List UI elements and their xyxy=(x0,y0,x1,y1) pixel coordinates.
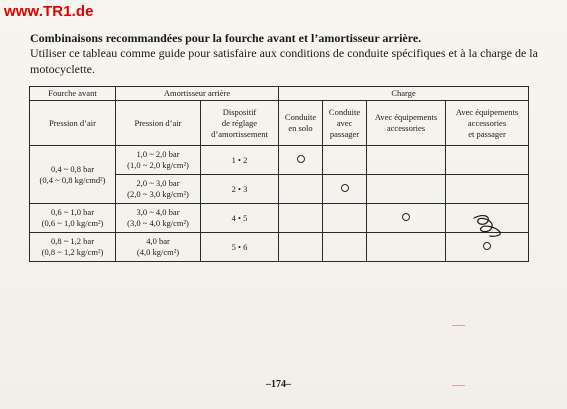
load-accessories-cell xyxy=(367,146,446,175)
settings-table xyxy=(29,86,529,262)
subheader-fork-pressure: Pression d’air xyxy=(30,101,116,146)
page-number: –174– xyxy=(266,379,291,390)
subheader-passenger: Conduite avec passager xyxy=(323,101,367,146)
intro-paragraph: Utiliser ce tableau comme guide pour satisfaire aux conditions de conduite spécifiques et à la charge de la motocyclette. xyxy=(30,46,538,76)
section-heading: Combinaisons recommandées pour la fourche avant et l’amortisseur arrière. xyxy=(30,31,422,45)
selected-circle-icon xyxy=(341,184,349,192)
adjuster-cell: 2 • 3 xyxy=(201,175,279,204)
handwritten-scribble-icon xyxy=(466,212,508,240)
subheader-solo: Conduite en solo xyxy=(279,101,323,146)
selected-circle-icon xyxy=(402,213,410,221)
load-accessories-passenger-cell xyxy=(446,175,529,204)
scan-mark xyxy=(452,325,465,326)
load-accessories-cell xyxy=(367,233,446,262)
load-passenger-cell xyxy=(323,146,367,175)
load-accessories-cell xyxy=(367,175,446,204)
load-solo-cell xyxy=(279,204,323,233)
header-shock: Amortisseur arrière xyxy=(116,87,279,101)
subheader-damping-adjuster: Dispositif de réglage d’amortissement xyxy=(201,101,279,146)
fork-pressure-cell: 0,6 ~ 1,0 bar (0,6 ~ 1,0 kg/cm²) xyxy=(30,204,116,233)
load-accessories-passenger-cell xyxy=(446,146,529,175)
shock-pressure-cell: 3,0 ~ 4,0 bar (3,0 ~ 4,0 kg/cm²) xyxy=(116,204,201,233)
adjuster-cell: 4 • 5 xyxy=(201,204,279,233)
subheader-accessories-passenger: Avec équipements accessories et passager xyxy=(446,101,529,146)
fork-pressure-cell: 0,4 ~ 0,8 bar (0,4 ~ 0,8 kg/cmd²) xyxy=(30,146,116,204)
load-solo-cell xyxy=(279,175,323,204)
load-passenger-cell xyxy=(323,204,367,233)
load-passenger-cell xyxy=(323,175,367,204)
table-row xyxy=(30,233,529,262)
adjuster-cell: 1 • 2 xyxy=(201,146,279,175)
table-row xyxy=(30,146,529,175)
fork-pressure-cell: 0,8 ~ 1,2 bar (0,8 ~ 1,2 kg/cm²) xyxy=(30,233,116,262)
adjuster-cell: 5 • 6 xyxy=(201,233,279,262)
table-row xyxy=(30,204,529,233)
header-load: Charge xyxy=(279,87,529,101)
load-passenger-cell xyxy=(323,233,367,262)
selected-circle-icon xyxy=(297,155,305,163)
site-watermark: www.TR1.de xyxy=(4,3,94,20)
subheader-accessories: Avec équipements accessories xyxy=(367,101,446,146)
shock-pressure-cell: 4,0 bar (4,0 kg/cm²) xyxy=(116,233,201,262)
shock-pressure-cell: 2,0 ~ 3,0 bar (2,0 ~ 3,0 kg/cm²) xyxy=(116,175,201,204)
subheader-shock-pressure: Pression d’air xyxy=(116,101,201,146)
selected-circle-icon xyxy=(483,242,491,250)
load-solo-cell xyxy=(279,146,323,175)
load-solo-cell xyxy=(279,233,323,262)
scan-mark xyxy=(452,385,465,386)
header-fork: Fourche avant xyxy=(30,87,116,101)
shock-pressure-cell: 1,0 ~ 2,0 bar (1,0 ~ 2,0 kg/cm²) xyxy=(116,146,201,175)
load-accessories-cell xyxy=(367,204,446,233)
